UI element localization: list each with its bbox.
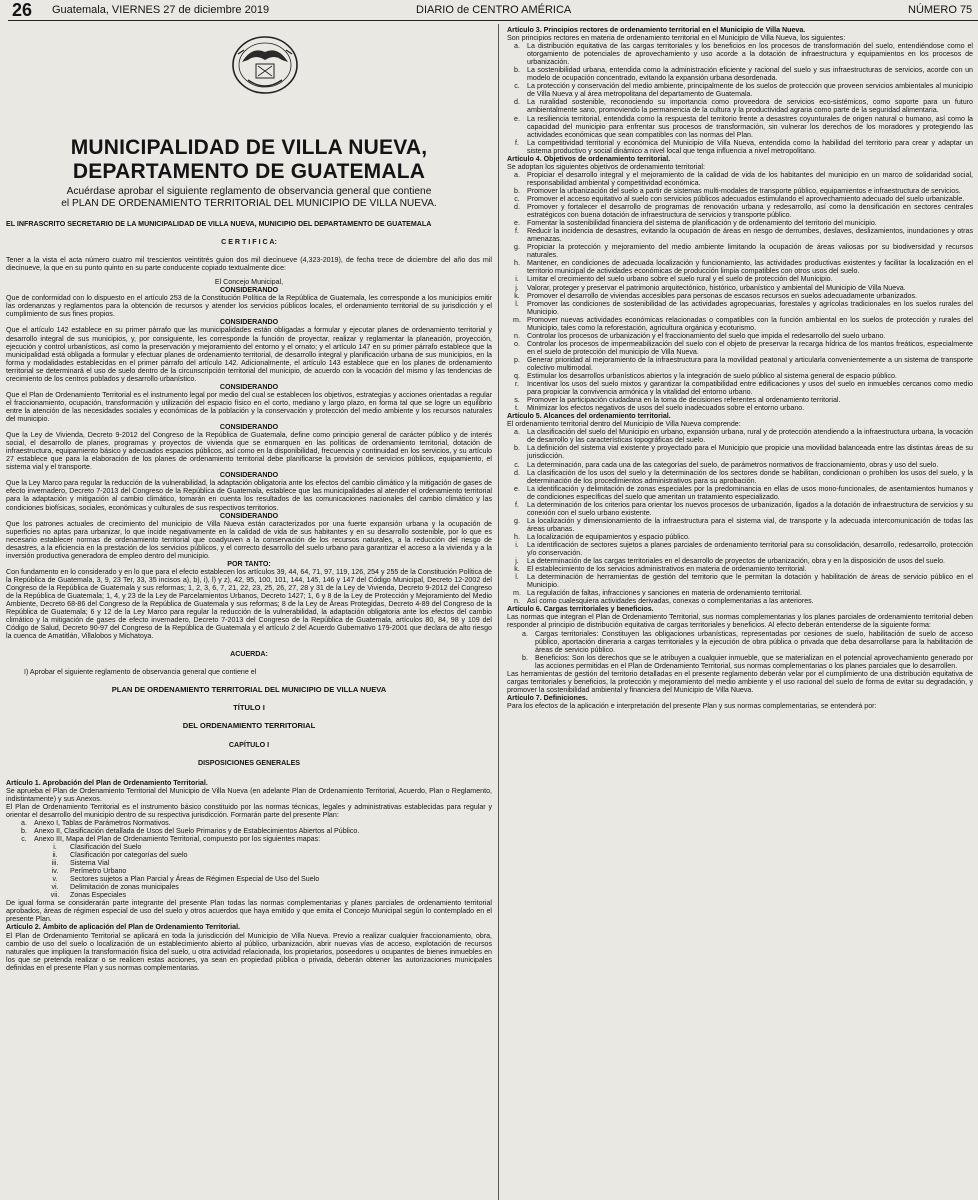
subtitle-line-2: el PLAN DE ORDENAMIENTO TERRITORIAL DEL MUNICIPIO DE VILLA NUEVA. xyxy=(61,198,437,209)
list-item: s. Promover la participación ciudadana en la toma de decisiones referentes al ordenamiento territorial. xyxy=(514,396,841,405)
article-5-intro: El ordenamiento territorial dentro del Municipio de Villa Nueva comprende: xyxy=(507,420,741,429)
list-item: k. Promover el desarrollo de viviendas accesibles para personas de escasos recursos en suelos adecuadamente urbanizados. xyxy=(514,291,917,300)
list-item: a. La distribución equitativa de las cargas territoriales y los beneficios en los procesos de transformación del suelo, entendiéndose como el otorgamiento de potenciales de aprovechamiento y uso acorde a la dotación de infraestructura y equipamientos en los procesos de urbanización. xyxy=(514,42,973,67)
list-item: c. Anexo III, Mapa del Plan de Ordenamiento Territorial, compuesto por los siguientes mapas: xyxy=(21,834,321,843)
acuerda-heading: ACUERDA: xyxy=(230,650,268,659)
article-6-closing: Las herramientas de gestión del territorio detalladas en el presente reglamento deberán velar por el cumplimiento de una distribución equitativa de cargas territoriales y beneficios, la protección y mejoramiento del medio ambiente y el uso racional del suelo de forma de evitar su degradación, y promover la sostenibilidad ambiental y financiera del Municipio de Villa Nueva. xyxy=(507,669,973,694)
list-item: r. Incentivar los usos del suelo mixtos y garantizar la compatibilidad entre edificaciones y usos del suelo en inmuebles cercanos como medio para propiciar la convivencia armónica y la vitalidad del entorno urbano. xyxy=(515,380,973,397)
list-item: j. La determinación de las cargas territoriales en el desarrollo de proyectos de urbanización, obra y en la disposición de usos del suelo. xyxy=(515,557,945,566)
titulo-name: DEL ORDENAMIENTO TERRITORIAL xyxy=(182,721,316,731)
list-item: vi. Delimitación de zonas municipales xyxy=(51,883,179,892)
right-body xyxy=(507,26,973,710)
article-3-intro: Son principios rectores en materia de ordenamiento territorial en el Municipio de Villa Nueva, los siguientes: xyxy=(507,34,846,43)
article-5-heading: Artículo 5. Alcances del ordenamiento territorial. xyxy=(507,412,671,421)
list-item: e. La identificación y delimitación de zonas especiales por la predominancia en ellas de usos mono-funcionales, de asentamientos humanos y de condiciones específicas del suelo que ameritan un tratamiento especializado. xyxy=(514,484,973,501)
considerando-paragraph: Que el artículo 142 establece en su primer párrafo que las municipalidades están obligadas a formular y ejecutar planes de ordenamiento territorial y desarrollo integral de sus municipios, y, por consiguiente, les corresponde la función de proyectar, realizar y reglamentar la planeación, proyección, ejecución y control urbanísticos, así como la preservación y mejoramiento del entorno y el ornato; y el artículo 147 en su primer párrafo establece que la municipalidad está obligada a formular y efectuar planes de ordenamiento territorial, de desarrollo integral y planificación urbana de sus municipios, en la forma y modalidades establecidas en el primer párrafo del artículo 142. Adicionalmente, el artículo 143 establece que en los planes de ordenamiento territorial se determinará el uso de suelo dentro de la circunscripción territorial del municipio, de acuerdo con la vocación del mismo y las tendencias de crecimiento de los centros poblados y desarrollo urbanístico. xyxy=(6,326,492,383)
list-item: m. Promover nuevas actividades económicas relacionadas o compatibles con la función ambiental en los suelos de protección y rurales del Municipio, tales como la reforestación, agricultura orgánica y ecoturismo. xyxy=(513,315,973,332)
list-item: c. La determinación, para cada una de las categorías del suelo, de parámetros normativos de fraccionamiento, obras y uso del suelo. xyxy=(514,460,939,469)
article-1-heading: Artículo 1. Aprobación del Plan de Ordenamiento Territorial. xyxy=(6,778,208,787)
article-1-paragraph: De igual forma se considerarán parte integrante del presente Plan todas las normas complementarias y planes parciales de ordenamiento territorial aprobados, áreas de régimen especial de uso del suelo y otros acuerdos que haya emitido y que emita el Concejo Municipal según lo contemplado en el presente Plan. xyxy=(6,899,492,924)
list-item: b. La sostenibilidad urbana, entendida como la administración eficiente y racional del suelo y sus infraestructuras de servicios, acorde con un modelo de ocupación concentrado, evitando la expansión urbana desordenada. xyxy=(514,66,973,83)
list-item: h. Mantener, en condiciones de adecuada localización y funcionamiento, las actividades productivas existentes y facilitar la localización en el territorio municipal de actividades económicas de producción limpia compatibles con otros usos del suelo. xyxy=(514,259,973,276)
issue-date: Guatemala, VIERNES 27 de diciembre 2019 xyxy=(52,4,270,16)
list-item: k. El establecimiento de los servicios administrativos en materia de ordenamiento territorial. xyxy=(514,565,807,574)
list-item: j. Valorar, proteger y preservar el patrimonio arquitectónico, histórico, urbanístico y ambiental del Municipio de Villa Nueva. xyxy=(515,283,906,292)
left-column xyxy=(6,26,492,1196)
article-1-paragraph: Se aprueba el Plan de Ordenamiento Territorial del Municipio de Villa Nueva (en adelante Plan de Ordenamiento Territorial, Acuerdo, Plan o Reglamento, indistintamente) y sus Anexos. xyxy=(6,786,492,803)
map-list xyxy=(6,843,492,899)
list-item: e. La resiliencia territorial, entendida como la respuesta del territorio frente a desastres coyunturales de origen natural o humano, así como la capacidad del municipio para enfrentar sus procesos de transformación, sin vulnerar los derechos de los moradores y protegiendo las actividades económicas que sean compatibles con las normas del Plan. xyxy=(514,114,973,139)
concejo-label: El Concejo Municipal, xyxy=(214,278,284,287)
list-item: m. La regulación de faltas, infracciones y sanciones en materia de ordenamiento territorial. xyxy=(513,589,802,598)
list-item: c. Promover el acceso equitativo al suelo con servicios públicos adecuados estimulando el aprovechamiento adecuado del suelo urbanizable. xyxy=(514,194,965,203)
capitulo-heading: CAPÍTULO I xyxy=(228,740,270,749)
article-4-heading: Artículo 4. Objetivos de ordenamiento territorial. xyxy=(507,154,671,163)
list-item: i. Clasificación del Suelo xyxy=(53,843,142,851)
list-item: g. Propiciar la protección y mejoramiento del medio ambiente limitando la ocupación de áreas valiosas por su biodiversidad y recursos naturales. xyxy=(514,243,973,260)
considerando-heading: CONSIDERANDO xyxy=(219,423,279,432)
considerando-heading: CONSIDERANDO xyxy=(219,382,279,391)
considerando-heading: CONSIDERANDO xyxy=(219,286,279,295)
considerando-heading: CONSIDERANDO xyxy=(219,318,279,327)
list-item: d. Promover y fortalecer el desarrollo de programas de renovación urbana y redesarrollo, así como la densificación en sectores centrales estratégicos con buena dotación de infraestructura de servicios y transporte público. xyxy=(514,203,973,220)
considerando-heading: CONSIDERANDO xyxy=(219,511,279,520)
list-item: d. La clasificación de los usos del suelo y la determinación de los sectores donde se habilitan, condicionan o prohíben los usos del suelo, y la determinación de los procedimientos administrativos para su aprobación. xyxy=(514,468,973,485)
list-item: b. Beneficios: Son los derechos que se le atribuyen a cualquier inmueble, que se materializan en el potencial aprovechamiento generado por las acciones permitidas en el Plan de Ordenamiento Territorial, sus normas complementarias o los planes parciales que lo desarrollen. xyxy=(522,653,973,670)
article-3-heading: Artículo 3. Principios rectores de ordenamiento territorial en el Municipio de Villa Nueva. xyxy=(507,26,806,34)
right-column xyxy=(507,26,973,1196)
left-body xyxy=(6,220,492,972)
list-item: b. Anexo II, Clasificación detallada de Usos del Suelo Primarios y de Establecimientos Abiertos al Público. xyxy=(21,826,360,835)
list-item: h. La localización de equipamientos y espacio público. xyxy=(514,532,690,541)
issue-number: NÚMERO 75 xyxy=(908,4,973,16)
anexo-list xyxy=(6,819,492,843)
list-item: t. Minimizar los efectos negativos de usos del suelo inadecuados sobre el entorno urbano. xyxy=(515,404,805,413)
list-item: vii. Zonas Especiales xyxy=(50,891,126,900)
list-item: e. Fomentar la sostenibilidad financiera del sistema de planificación y de ordenamiento del territorio del municipio. xyxy=(514,219,877,228)
list-item: l. La determinación de herramientas de gestión del territorio que le permitan la dotación y habilitación de áreas de servicio público en el Municipio. xyxy=(515,573,973,590)
aprobar-line: I) Aprobar el siguiente reglamento de observancia general que contiene el xyxy=(24,668,257,677)
list-item: n. Así como cualesquiera actividades derivadas, conexas o complementarias a las anteriores. xyxy=(514,597,814,606)
subtitle-line-1: Acuérdase aprobar el siguiente reglamento de observancia general que contiene xyxy=(66,186,432,197)
considerando-paragraph: Que la Ley de Vivienda, Decreto 9-2012 del Congreso de la República de Guatemala, define como principio general de carácter público y de interés social, el desarrollo de planes, programas y proyectos de vivienda que se enmarquen en las políticas de ordenamiento territorial, dotación de infraestructura, equipamiento básico y adecuados espacios públicos, así como en la disponibilidad, frecuencia y continuidad en los servicios, y su artículo 27 establece que para la elaboración de los planes de ordenamiento territorial debe planificarse la provisión de servicios públicos, equipamiento, el sistema vial y el transporte. xyxy=(6,431,492,472)
considerando-paragraph: Que la Ley Marco para regular la reducción de la vulnerabilidad, la adaptación obligatoria ante los efectos del cambio climático y la mitigación de gases de efecto invernadero, Decreto 7-2013 del Congreso de la República de Guatemala, establece que las municipalidades al atender el ordenamiento territorial para la adaptación y mitigación al cambio climático, tomarán en cuenta los resultados de las comunicaciones nacionales del cambio climático y las condiciones biofísicas, sociales, económicas y culturales de sus respectivos territorios. xyxy=(6,479,492,512)
considerando-paragraph: Que el Plan de Ordenamiento Territorial es el instrumento legal por medio del cual se establecen los objetivos, estrategias y acciones orientadas a regular el fraccionamiento, ocupación, transformación y utilización del espacio físico en el corto, mediano y largo plazo, en forma tal que se logre un equilibrio entre la atención de las necesidades sociales y económicas de la población y la conservación y protección del medio ambiente y los recursos naturales del municipio. xyxy=(6,390,492,423)
list-item: f. Reducir la incidencia de desastres, evitando la ocupación de áreas en riesgo de derrumbes, deslaves, deslizamientos, inundaciones y otras amenazas. xyxy=(515,227,973,244)
list-item: v. Sectores sujetos a Plan Parcial y Áreas de Régimen Especial de Uso del Suelo xyxy=(52,875,320,884)
list-item: l. Promover las condiciones de sostenibilidad de las actividades agropecuarias, forestales y agrícolas tradicionales en los suelos rurales del Municipio. xyxy=(515,299,973,316)
list-item: i. La identificación de sectores sujetos a planes parciales de ordenamiento territorial para su consolidación, desarrollo, redesarrollo, protección y/o conservación. xyxy=(515,541,973,558)
page-number: 26 xyxy=(12,0,33,20)
article-6-heading: Artículo 6. Cargas territoriales y beneficios. xyxy=(507,605,654,614)
article-7-heading: Artículo 7. Definiciones. xyxy=(507,693,588,702)
list-item: ii. Clasificación por categorías del suelo xyxy=(52,851,188,860)
list-item: q. Estimular los desarrollos urbanísticos abiertos y la integración de suelo público al sistema general de espacio público. xyxy=(514,372,897,381)
article-1-paragraph: El Plan de Ordenamiento Territorial es el instrumento básico constituido por las normas técnicas, legales y administrativas establecidas para regular y orientar el desarrollo del municipio dentro de su respectiva jurisdicción. Formarán parte del presente Plan: xyxy=(6,802,492,819)
list-item: a. Cargas territoriales: Constituyen las obligaciones urbanísticas, representadas por cesiones de suelo, habilitación de suelo de acceso público, aportación dineraria a cargas territoriales y la ejecución de obra pública o privada que deba desarrollarse para la habilitación de áreas de servicio público. xyxy=(522,629,973,654)
article-7-intro: Para los efectos de la aplicación e interpretación del presente Plan y sus normas complementarias, se entenderá por: xyxy=(507,701,877,710)
plan-title: PLAN DE ORDENAMIENTO TERRITORIAL DEL MUNICIPIO DE VILLA NUEVA xyxy=(111,685,387,695)
article-6-intro: Las normas que integran el Plan de Ordenamiento Territorial, sus normas complementarias y los planes parciales de ordenamiento territorial deben responder al principio de distribución equitativa de cargas territoriales y beneficios. Al efecto deberán entenderse de la siguiente forma: xyxy=(507,613,973,630)
masthead xyxy=(8,0,978,21)
column-divider xyxy=(498,24,499,1200)
list-item: p. Generar prioridad al mejoramiento de la infraestructura para la movilidad peatonal y articularla convenientemente a un sistema de transporte colectivo multimodal. xyxy=(514,355,973,372)
list-item: a. Anexo I, Tablas de Parámetros Normativos. xyxy=(21,818,171,827)
article-4-intro: Se adoptan los siguientes objetivos de ordenamiento territorial: xyxy=(507,162,705,171)
list-item: b. La definición del sistema vial existente y proyectado para el Municipio que propicie una movilidad balanceada entre las distintas áreas de su jurisdicción. xyxy=(514,444,973,461)
considerando-paragraph: Que los patrones actuales de crecimiento del municipio de Villa Nueva están caracterizados por una fuerte expansión urbana y la ocupación de superficies no aptas para urbanizar, lo que incide negativamente en la calidad de vida de sus habitantes y en su desarrollo sostenible, por lo que es necesario establecer normas de ordenamiento territorial que coadyuven a la conservación de los recursos naturales, a la reducción del riesgo de desastres, a la eficiencia en la prestación de los servicios públicos, y el correcto desarrollo del suelo urbano para garantizar el acceso a la vivienda y a la inversión productiva generadora de empleo dentro del municipio. xyxy=(6,519,492,560)
title-line-2: DEPARTAMENTO DE GUATEMALA xyxy=(72,160,426,183)
list-item: a. La clasificación del suelo del Municipio en urbano, expansión urbana, rural y de protección atendiendo a la infraestructura urbana, la vocación de desarrollo y las características topográficas del suelo. xyxy=(514,428,973,445)
por-tanto-heading: POR TANTO: xyxy=(227,559,271,568)
por-tanto-paragraph: Con fundamento en lo considerado y en lo que para el efecto establecen los artículos 39, 44, 64, 71, 97, 119, 126, 254 y 255 de la Constitución Política de la República de Guatemala, 3, 9, 23 Ter, 33, 35 incisos a), b), i), l) y z), 42, 95, 100, 101, 144, 145, 146 y 147 del Código Municipal, Decreto 12-2002 del Congreso de la República de Guatemala y sus reformas; 1, 2, 3, 6, 7, 21, 22, 23, 25, 26, 27, 28 y 31 de la Ley de Vivienda, Decreto 9-2012 del Congreso de la República de Guatemala; 1, 4, y 23 de la Ley de Parcelamientos Urbanos, Decreto 1427; 1, 6 y 8 de la Ley de Protección y Mejoramiento del Medio Ambiente, Decreto 68-86 del Congreso de la República de Guatemala y sus reformas; 8 de la Ley de Áreas Protegidas, Decreto 4-89 del Congreso de la República de Guatemala; 6 y 12 de la Ley Marco para regular la reducción de la vulnerabilidad, la adaptación obligatoria ante los efectos del cambio climático y la mitigación de gases de efecto invernadero, Decreto 7-2013 del Congreso de la República de Guatemala, artículos 80, 84, 98 y 109 del Código de Salud, Decreto 90-97 del Congreso de la República de Guatemala y el artículo 2 del Acuerdo Gubernativo 179-2001 que declara de alto riesgo la cuenca de Amatitlán, Villalobos y Michatoya. xyxy=(6,567,492,641)
municipal-seal-icon xyxy=(228,32,302,98)
list-item: o. Controlar los procesos de impermeabilización del suelo con el objeto de preservar la recarga hídrica de los mantos freáticos, especialmente en el suelo de protección del municipio de Villa Nueva. xyxy=(514,339,973,356)
considerando-heading: CONSIDERANDO xyxy=(219,471,279,480)
intro-paragraph: Tener a la vista el acta número cuatro mil trescientos veintitrés guion dos mil diecinueve (4,323-2019), de fecha trece de diciembre del año dos mil diecinueve, la que en su punto quinto en su parte conducente copiado textualmente dice: xyxy=(6,256,492,273)
secretary-heading: EL INFRASCRITO SECRETARIO DE LA MUNICIPALIDAD DE VILLA NUEVA, MUNICIPIO DEL DEPARTAMENTO DE GUATEMALA xyxy=(6,220,432,228)
article-2-heading: Artículo 2. Ámbito de aplicación del Plan de Ordenamiento Territorial. xyxy=(6,923,241,932)
article-2-paragraph: El Plan de Ordenamiento Territorial se aplicará en toda la jurisdicción del Municipio de Villa Nueva. Previo a realizar cualquier fraccionamiento, obra, cambio de uso del suelo o localización de un establecimiento abierto al público, urbanización, abrir nuevas vías de acceso, explotación de recursos naturales que impliquen la transformación física del suelo, u otra actividad relacionada, los propietarios, poseedores u ocupantes de bienes inmuebles en los que se pretenda realizar o se realicen estas acciones, ya sean en propiedad pública o privada, deberán obtener las autorizaciones municipales definidas en el presente Plan y sus normas complementarias. xyxy=(6,931,492,972)
newspaper-name: DIARIO de CENTRO AMÉRICA xyxy=(416,4,572,16)
list-item: d. La ruralidad sostenible, reconociendo su importancia como proveedora de servicios eco-sistémicos, como soporte para un futuro ambientalmente sano, promoviendo la permanencia de la cultura y la productividad agraria como parte de la seguridad alimentaria. xyxy=(514,98,973,115)
list-item: f. La determinación de los criterios para orientar los nuevos procesos de urbanización, ligados a la dotación de infraestructura de servicios y su conexión con el suelo urbano existente. xyxy=(515,500,973,517)
list-item: c. La protección y conservación del medio ambiente, principalmente de los suelos de protección que proveen servicios ambientales al municipio de Villa Nueva y al área metropolitana del departamento de Guatemala. xyxy=(514,82,973,99)
list-item: iii. Sistema Vial xyxy=(51,859,110,868)
certifica-heading: C E R T I F I C A: xyxy=(221,238,277,247)
list-item: f. La competitividad territorial y económica del Municipio de Villa Nueva, entendida como la habilidad del territorio para crear y adaptar un sistema productivo y social dinámico a nivel local que tenga influencia a nivel metropolitano. xyxy=(515,138,973,155)
capitulo-name: DISPOSICIONES GENERALES xyxy=(197,758,301,767)
considerando-paragraph: Que de conformidad con lo dispuesto en el artículo 253 de la Constitución Política de la República de Guatemala, les corresponde a los municipios emitir las ordenanzas y reglamentos para la obtención de recursos y atender los servicios públicos locales, el ordenamiento territorial de su jurisdicción y el cumplimiento de sus fines propios. xyxy=(6,294,492,319)
list-item: n. Controlar los procesos de urbanización y el fraccionamiento del suelo que impida el redesarrollo del suelo urbano. xyxy=(514,331,886,340)
list-item: b. Promover la urbanización del suelo a partir de sistemas multi-modales de transporte público, equipamientos e infraestructura de servicios. xyxy=(514,186,961,195)
list-item: a. Propiciar el desarrollo integral y el mejoramiento de la calidad de vida de los habitantes del municipio en un marco de solidaridad social, responsabilidad ambiental y competitividad económica. xyxy=(514,170,973,187)
title-line-1: MUNICIPALIDAD DE VILLA NUEVA, xyxy=(70,136,428,159)
list-item: iv. Perímetro Urbano xyxy=(51,867,127,876)
list-item: g. La localización y dimensionamiento de la infraestructura para el sistema vial, de transporte y la adecuada intercomunicación de todas las áreas urbanas. xyxy=(514,516,973,533)
titulo-heading: TÍTULO I xyxy=(233,703,265,713)
list-item: i. Limitar el crecimiento del suelo urbano sobre el suelo rural y el suelo de protección del Municipio. xyxy=(515,275,833,284)
